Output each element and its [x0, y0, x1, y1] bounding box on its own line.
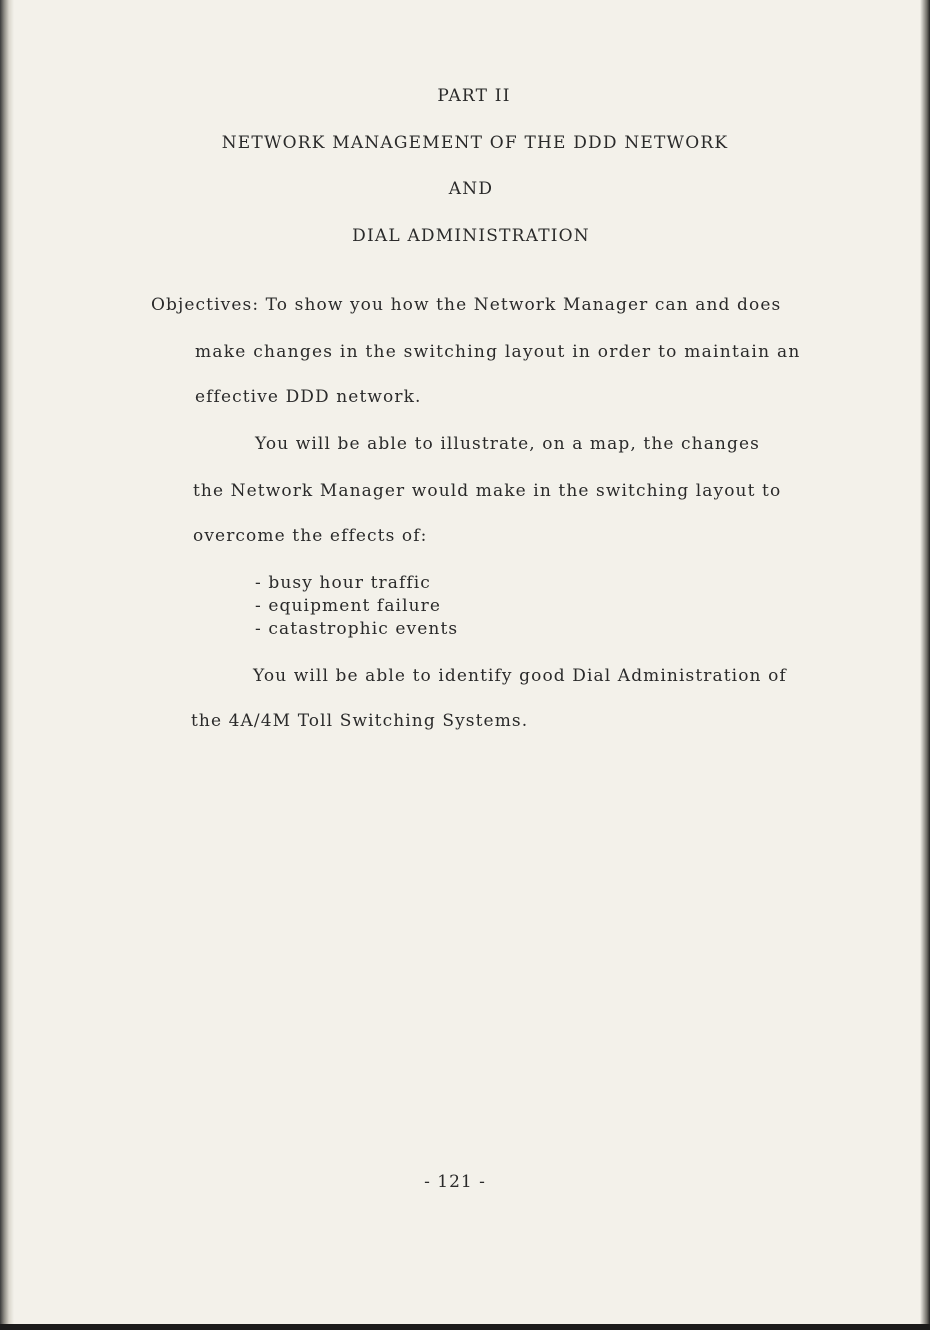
objectives-line-2: make changes in the switching layout in order to maintain an — [195, 342, 801, 362]
title-line-2: AND — [448, 179, 494, 199]
effects-list — [255, 572, 458, 641]
list-item: - catastrophic events — [255, 619, 459, 639]
objectives-line-5: the Network Manager would make in the switching layout to — [193, 481, 782, 501]
objectives-line-4: You will be able to illustrate, on a map, the changes — [255, 434, 760, 454]
title-line-3: DIAL ADMINISTRATION — [352, 226, 590, 246]
objectives-line-8: the 4A/4M Toll Switching Systems. — [191, 711, 529, 731]
objectives-line-6: overcome the effects of: — [193, 526, 428, 546]
objectives-line-7: You will be able to identify good Dial Administration of — [253, 666, 787, 686]
objectives-line-3: effective DDD network. — [195, 387, 422, 407]
objectives-line-1: Objectives: To show you how the Network Manager can and does — [151, 295, 782, 315]
list-item: - equipment failure — [255, 596, 442, 616]
page-bottom-edge — [0, 1324, 930, 1330]
list-item: - busy hour traffic — [255, 573, 431, 593]
title-line-1: NETWORK MANAGEMENT OF THE DDD NETWORK — [221, 133, 729, 153]
page-edge-shadow — [920, 0, 930, 1330]
page-number: - 121 - — [424, 1172, 486, 1192]
binding-shadow — [0, 0, 14, 1330]
part-heading: PART II — [437, 86, 511, 106]
